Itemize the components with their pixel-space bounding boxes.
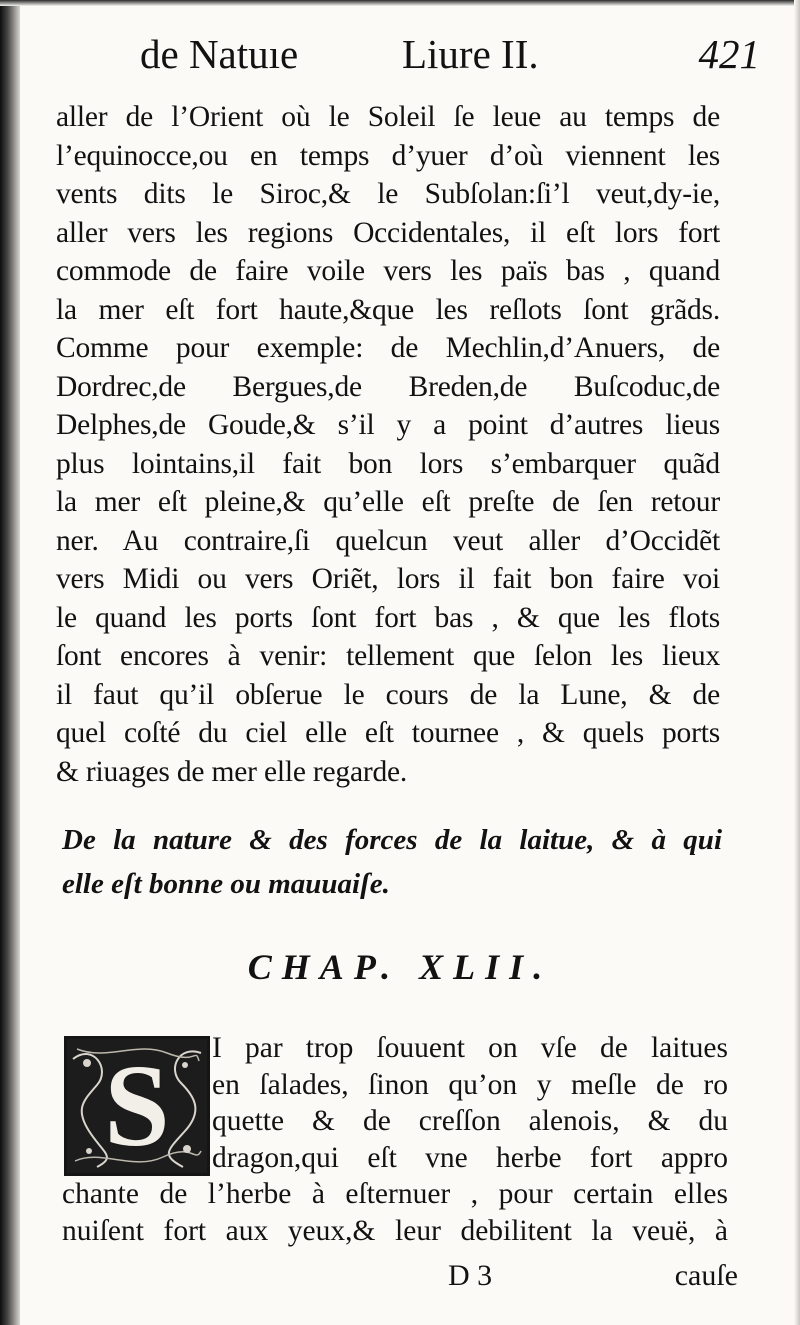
running-head-title: de Natuıe — [140, 31, 299, 77]
text-line: quette & de creſſon alenois, & du — [212, 1105, 728, 1137]
running-head — [140, 26, 760, 82]
binding-gutter-shadow — [0, 0, 20, 1325]
text-line: aller de l’Orient où le Soleil ſe leue au temps de — [56, 101, 720, 133]
body-paragraph — [56, 98, 720, 791]
text-line: le quand les ports ſont fort bas , & que les flots — [56, 601, 720, 634]
text-line: chante de l’herbe à eſternuer , pour certain elles — [62, 1178, 728, 1210]
signature-mark: D 3 — [448, 1259, 493, 1292]
text-line: quel coſté du ciel elle eſt tournee , & quels ports — [56, 717, 720, 749]
text-line: dragon,qui eſt vne herbe fort appro — [212, 1141, 728, 1174]
text-line: la mer eſt fort haute,&que les reſlots ſont grãds. — [56, 293, 720, 326]
chapter-title — [62, 818, 722, 906]
text-line: Delphes,de Goude,& s’il y a point d’autres lieus — [56, 409, 720, 441]
text-line: commode de faire voile vers les païs bas , quand — [56, 255, 720, 287]
right-page-edge — [794, 0, 800, 1325]
text-line: I par trop ſouuent on vſe de laitues — [212, 1032, 728, 1064]
text-line: nuiſent fort aux yeux,& leur debilitent la veuë, à — [62, 1214, 728, 1247]
text-line: plus lointains,il fait bon lors s’embarquer quãd — [56, 447, 720, 480]
catchword: cauſe — [674, 1259, 738, 1292]
chapter-title-line: elle eſt bonne ou mauuaiſe. — [62, 868, 390, 900]
running-head-book: Liure II. — [402, 31, 539, 77]
page-number: 421 — [698, 31, 760, 77]
top-page-edge — [0, 0, 800, 6]
text-line: ſont encores à venir: tellement que ſelon les lieux — [56, 640, 720, 672]
text-line: & riuages de mer elle regarde. — [56, 755, 408, 788]
chapter-title-line: De la nature & des forces de la laitue, & à qui — [62, 824, 722, 856]
text-line: en ſalades, ſinon qu’on y meſle de ro — [212, 1068, 728, 1101]
initial-letter: S — [104, 1040, 170, 1171]
text-line: l’equinocce,ou en temps d’yuer d’où viennent les — [56, 139, 720, 172]
text-line: Dordrec,de Bergues,de Breden,de Buſcoduc,de — [56, 370, 720, 403]
text-line: il faut qu’il obſerue le cours de la Lune, & de — [56, 678, 720, 711]
text-line: la mer eſt pleine,& qu’elle eſt preſte de ſen retour — [56, 486, 720, 518]
chapter-number: CHAP. XLII. — [247, 947, 553, 987]
text-line: vents dits le Siroc,& le Subſolan:ſi’l veut,dy-ie, — [56, 178, 720, 210]
text-line: ner. Au contraire,ſi quelcun veut aller d’Occidẽt — [56, 524, 720, 557]
chapter-paragraph — [62, 1030, 728, 1249]
text-line: vers Midi ou vers Oriẽt, lors il fait bon faire voi — [56, 563, 720, 595]
text-line: Comme pour exemple: de Mechlin,d’Anuers, de — [56, 332, 720, 364]
text-line: aller vers les regions Occidentales, il eſt lors fort — [56, 216, 720, 249]
